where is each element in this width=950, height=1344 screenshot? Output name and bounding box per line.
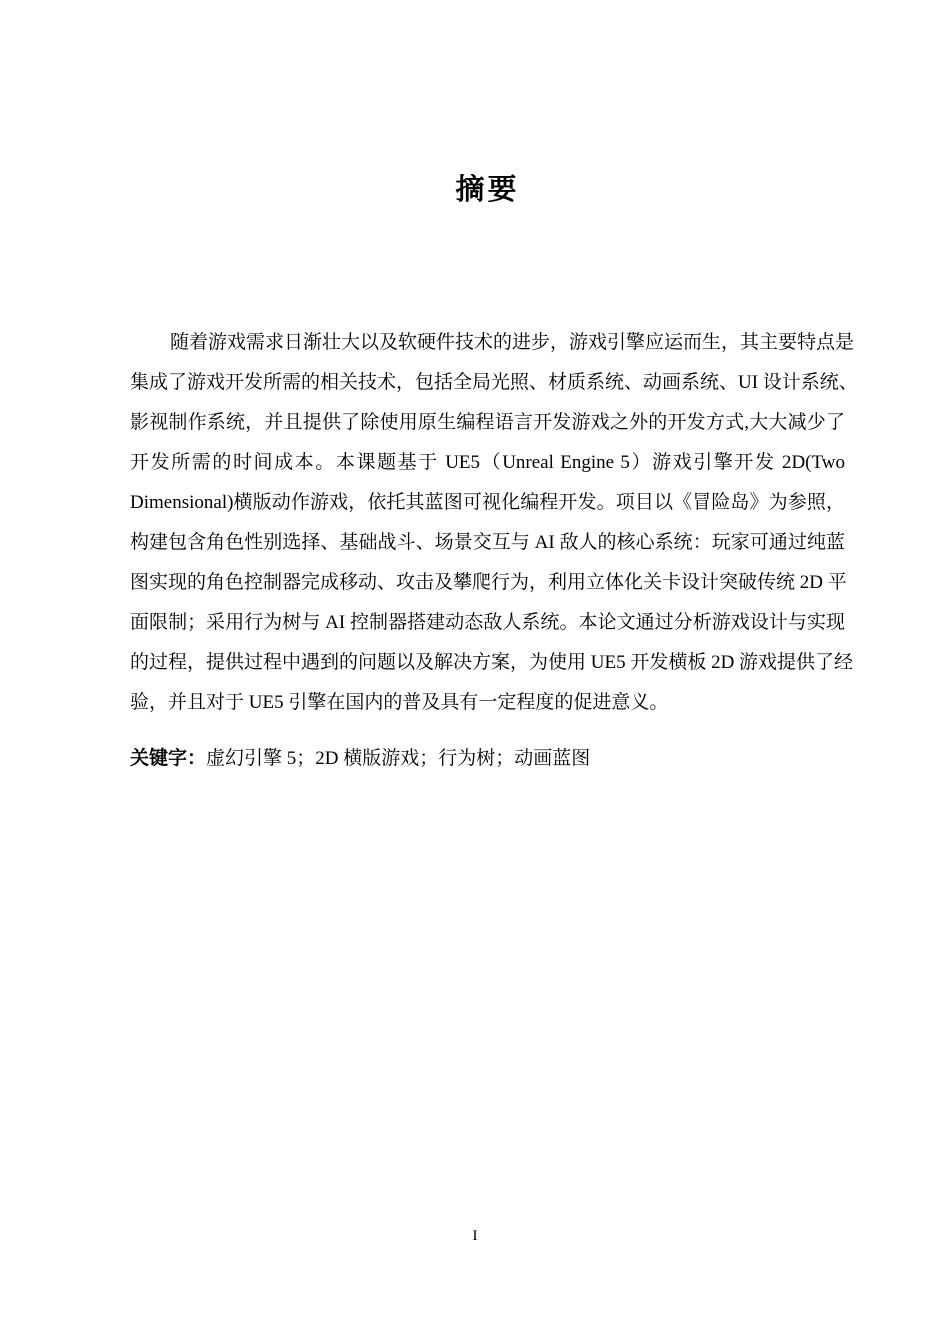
abstract-paragraph xyxy=(130,323,858,723)
keywords-line xyxy=(130,744,845,774)
page-number: I xyxy=(472,1228,478,1244)
paragraph-line: Dimensional)横版动作游戏，依托其蓝图可视化编程开发。项目以《冒险岛》为参照， xyxy=(130,492,845,513)
paragraph-line: 验，并且对于 UE5 引擎在国内的普及具有一定程度的促进意义。 xyxy=(130,692,669,713)
paragraph-line: 开发所需的时间成本。本课题基于 UE5（Unreal Engine 5）游戏引擎开发 2D(Two xyxy=(130,452,845,473)
paragraph-line: 随着游戏需求日渐壮大以及软硬件技术的进步，游戏引擎应运而生，其主要特点是 xyxy=(170,332,855,353)
keywords-text: 虚幻引擎 5；2D 横版游戏；行为树；动画蓝图 xyxy=(206,748,591,769)
paragraph-line: 影视制作系统，并且提供了除使用原生编程语言开发游戏之外的开发方式,大大减少了 xyxy=(130,412,845,433)
paragraph-line: 集成了游戏开发所需的相关技术，包括全局光照、材质系统、动画系统、UI 设计系统、 xyxy=(130,372,858,393)
paragraph-line: 构建包含角色性别选择、基础战斗、场景交互与 AI 敌人的核心系统：玩家可通过纯蓝 xyxy=(130,532,845,553)
page-title: 摘要 xyxy=(455,172,520,206)
paragraph-line: 面限制；采用行为树与 AI 控制器搭建动态敌人系统。本论文通过分析游戏设计与实现 xyxy=(130,612,845,633)
paragraph-line: 的过程，提供过程中遇到的问题以及解决方案，为使用 UE5 开发横板 2D 游戏提供了经 xyxy=(130,652,854,673)
paragraph-line: 图实现的角色控制器完成移动、攻击及攀爬行为，利用立体化关卡设计突破传统 2D 平 xyxy=(130,572,847,593)
keywords-label: 关键字： xyxy=(130,748,207,769)
